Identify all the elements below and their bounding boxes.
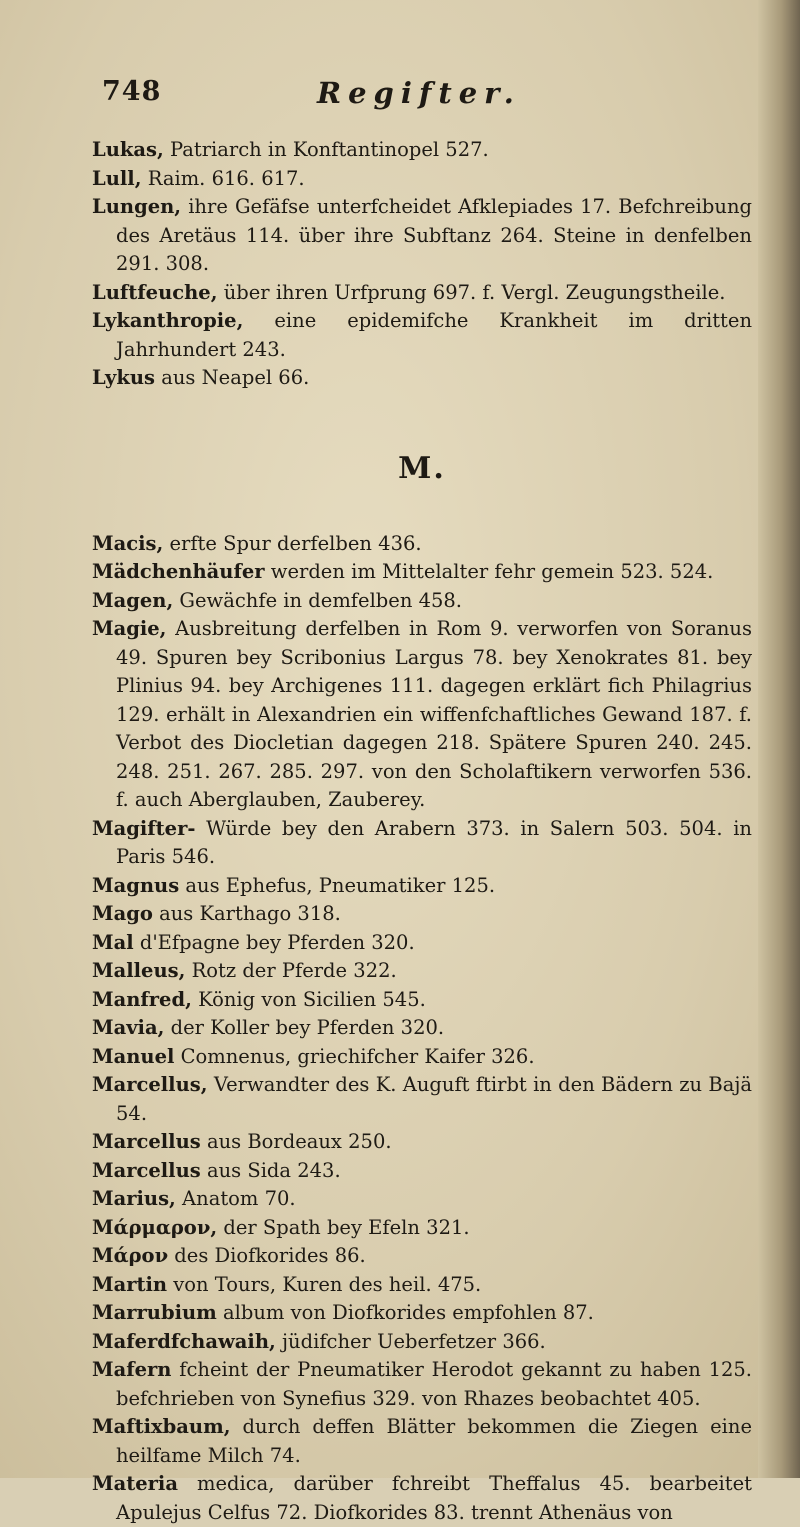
entry-text: Gewächfe in demfelben 458. xyxy=(173,589,462,612)
index-entry xyxy=(92,1470,752,1527)
entry-headword: Manfred, xyxy=(92,988,192,1011)
index-entry xyxy=(92,872,752,901)
entry-headword: Magnus xyxy=(92,874,179,897)
index-entry xyxy=(92,1043,752,1072)
index-entry xyxy=(92,1271,752,1300)
entry-text: der Spath bey Efeln 321. xyxy=(217,1216,469,1239)
index-entry xyxy=(92,307,752,364)
entry-headword: Lungen, xyxy=(92,195,181,218)
entry-headword: Marcellus, xyxy=(92,1073,208,1096)
index-section-m xyxy=(92,530,752,1527)
entry-text: Verwandter des K. Auguft ftirbt in den Bädern zu Bajä 54. xyxy=(116,1073,752,1125)
entry-text: durch deffen Blätter bekommen die Ziegen eine heilfame Milch 74. xyxy=(116,1415,752,1467)
index-entry xyxy=(92,364,752,393)
entry-headword: Marcellus xyxy=(92,1130,201,1153)
entry-headword: Magifter- xyxy=(92,817,195,840)
index-entry xyxy=(92,587,752,616)
entry-text: Rotz der Pferde 322. xyxy=(185,959,396,982)
entry-text: der Koller bey Pferden 320. xyxy=(164,1016,444,1039)
entry-headword: Lull, xyxy=(92,167,142,190)
entry-text: Würde bey den Arabern 373. in Salern 503. 504. in Paris 546. xyxy=(116,817,752,869)
index-entry xyxy=(92,1356,752,1413)
entry-headword: Lykus xyxy=(92,366,155,389)
entry-headword: Μάρον xyxy=(92,1244,168,1267)
index-entry xyxy=(92,1128,752,1157)
index-entry xyxy=(92,1185,752,1214)
page-content xyxy=(92,66,752,1527)
index-section-l xyxy=(92,136,752,393)
entry-headword: Marius, xyxy=(92,1187,176,1210)
index-entry xyxy=(92,558,752,587)
entry-text: jüdifcher Ueberfetzer 366. xyxy=(276,1330,546,1353)
index-entry xyxy=(92,1242,752,1271)
entry-text: d'Efpagne bey Pferden 320. xyxy=(134,931,415,954)
entry-headword: Martin xyxy=(92,1273,167,1296)
entry-text: Raim. 616. 617. xyxy=(142,167,305,190)
entry-headword: Marcellus xyxy=(92,1159,201,1182)
entry-text: medica, darüber fchreibt Theffalus 45. bearbeitet Apulejus Celfus 72. Diofkorides 83. trennt Athenäus von xyxy=(116,1472,752,1524)
book-spine-shadow xyxy=(758,0,800,1478)
entry-text: eine epidemifche Krankheit im dritten Jahrhundert 243. xyxy=(116,309,752,361)
page-header xyxy=(92,66,752,128)
entry-text: aus Neapel 66. xyxy=(155,366,309,389)
entry-headword: Μάρμαρον, xyxy=(92,1216,217,1239)
entry-headword: Lukas, xyxy=(92,138,164,161)
index-entry xyxy=(92,929,752,958)
index-entry xyxy=(92,1071,752,1128)
entry-headword: Luftfeuche, xyxy=(92,281,218,304)
entry-text: Ausbreitung derfelben in Rom 9. verworfen von Soranus 49. Spuren bey Scribonius Largus 78. bey Xenokrates 81. bey Plinius 94. bey Archigenes 111. dagegen erklärt fich Philagrius 129. erhält in Alexandrien ein wiffenfchaftliches Gewand 187. f. Verbot des Diocletian dagegen 218. Spätere Spuren 240. 245. 248. 251. 267. 285. 297. von den Scholaftikern verworfen 536. f. auch Aberglauben, Zauberey. xyxy=(116,617,752,811)
entry-text: Patriarch in Konftantinopel 527. xyxy=(164,138,489,161)
entry-text: über ihren Urfprung 697. f. Vergl. Zeugungstheile. xyxy=(218,281,726,304)
entry-text: aus Bordeaux 250. xyxy=(201,1130,392,1153)
entry-headword: Lykanthropie, xyxy=(92,309,243,332)
index-entry xyxy=(92,1014,752,1043)
entry-headword: Magen, xyxy=(92,589,173,612)
entry-headword: Mafern xyxy=(92,1358,171,1381)
index-entry xyxy=(92,193,752,279)
entry-headword: Materia xyxy=(92,1472,178,1495)
index-entry xyxy=(92,1413,752,1470)
entry-headword: Marrubium xyxy=(92,1301,217,1324)
entry-text: von Tours, Kuren des heil. 475. xyxy=(167,1273,481,1296)
index-entry xyxy=(92,136,752,165)
index-entry xyxy=(92,986,752,1015)
entry-headword: Magie, xyxy=(92,617,166,640)
entry-text: album von Diofkorides empfohlen 87. xyxy=(217,1301,594,1324)
entry-text: werden im Mittelalter fehr gemein 523. 524. xyxy=(265,560,714,583)
entry-text: aus Karthago 318. xyxy=(153,902,341,925)
entry-headword: Mal xyxy=(92,931,134,954)
entry-headword: Mavia, xyxy=(92,1016,164,1039)
entry-text: fcheint der Pneumatiker Herodot gekannt zu haben 125. befchrieben von Synefius 329. von Rhazes beobachtet 405. xyxy=(116,1358,752,1410)
index-entry xyxy=(92,957,752,986)
index-entry xyxy=(92,1214,752,1243)
entry-text: erfte Spur derfelben 436. xyxy=(163,532,421,555)
running-title: Regifter. xyxy=(317,76,521,110)
entry-text: Anatom 70. xyxy=(176,1187,296,1210)
entry-headword: Malleus, xyxy=(92,959,185,982)
index-entry xyxy=(92,1157,752,1186)
entry-headword: Maferdfchawaih, xyxy=(92,1330,276,1353)
index-entry xyxy=(92,815,752,872)
page-number: 748 xyxy=(102,76,161,107)
entry-text: aus Sida 243. xyxy=(201,1159,341,1182)
entry-headword: Mädchenhäufer xyxy=(92,560,265,583)
section-heading-m: M. xyxy=(92,451,752,486)
entry-text: des Diofkorides 86. xyxy=(168,1244,366,1267)
index-entry xyxy=(92,165,752,194)
entry-headword: Maftixbaum, xyxy=(92,1415,231,1438)
index-entry xyxy=(92,1299,752,1328)
entry-headword: Macis, xyxy=(92,532,163,555)
entry-headword: Mago xyxy=(92,902,153,925)
index-entry xyxy=(92,279,752,308)
entry-text: ihre Gefäfse unterfcheidet Afklepiades 17. Befchreibung des Aretäus 114. über ihre Subftanz 264. Steine in denfelben 291. 308. xyxy=(116,195,752,275)
entry-headword: Manuel xyxy=(92,1045,174,1068)
entry-text: aus Ephefus, Pneumatiker 125. xyxy=(179,874,495,897)
index-entry xyxy=(92,530,752,559)
entry-text: Comnenus, griechifcher Kaifer 326. xyxy=(174,1045,534,1068)
index-entry xyxy=(92,1328,752,1357)
index-entry xyxy=(92,900,752,929)
entry-text: König von Sicilien 545. xyxy=(192,988,426,1011)
index-entry xyxy=(92,615,752,815)
